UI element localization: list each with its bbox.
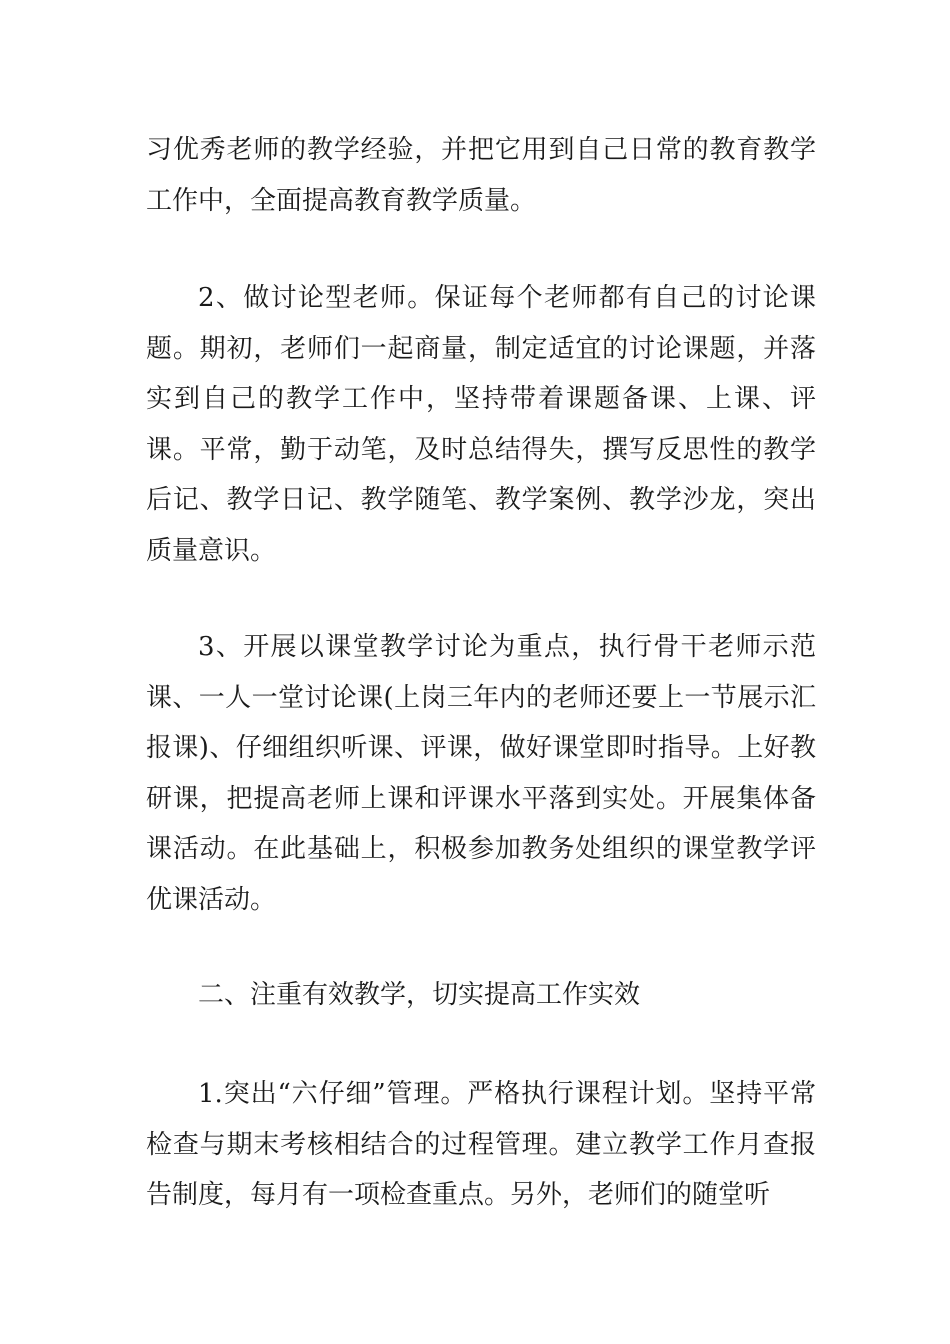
paragraph-continuation: 习优秀老师的教学经验，并把它用到自己日常的教育教学工作中，全面提高教育教学质量。 xyxy=(146,135,816,216)
section-heading: 二、注重有效教学，切实提高工作实效 xyxy=(198,980,641,1010)
paragraph-item-2: 2、做讨论型老师。保证每个老师都有自己的讨论课题。期初，老师们一起商量，制定适宜的讨论课题，并落实到自己的教学工作中，坚持带着课题备课、上课、评课。平常，勤于动笔，及时总结得失，撰写反思性的教学后记、教学日记、教学随笔、教学案例、教学沙龙，突出质量意识。 xyxy=(146,283,816,566)
paragraph-item-3: 3、开展以课堂教学讨论为重点，执行骨干老师示范课、一人一堂讨论课(上岗三年内的老师还要上一节展示汇报课)、仔细组织听课、评课，做好课堂即时指导。上好教研课，把提高老师上课和评课水平落到实处。开展集体备课活动。在此基础上，积极参加教务处组织的课堂教学评优课活动。 xyxy=(146,632,816,915)
paragraph-item-1: 1.突出“六仔细”管理。严格执行课程计划。坚持平常检查与期末考核相结合的过程管理。建立教学工作月查报告制度，每月有一项检查重点。另外，老师们的随堂听 xyxy=(146,1079,816,1210)
